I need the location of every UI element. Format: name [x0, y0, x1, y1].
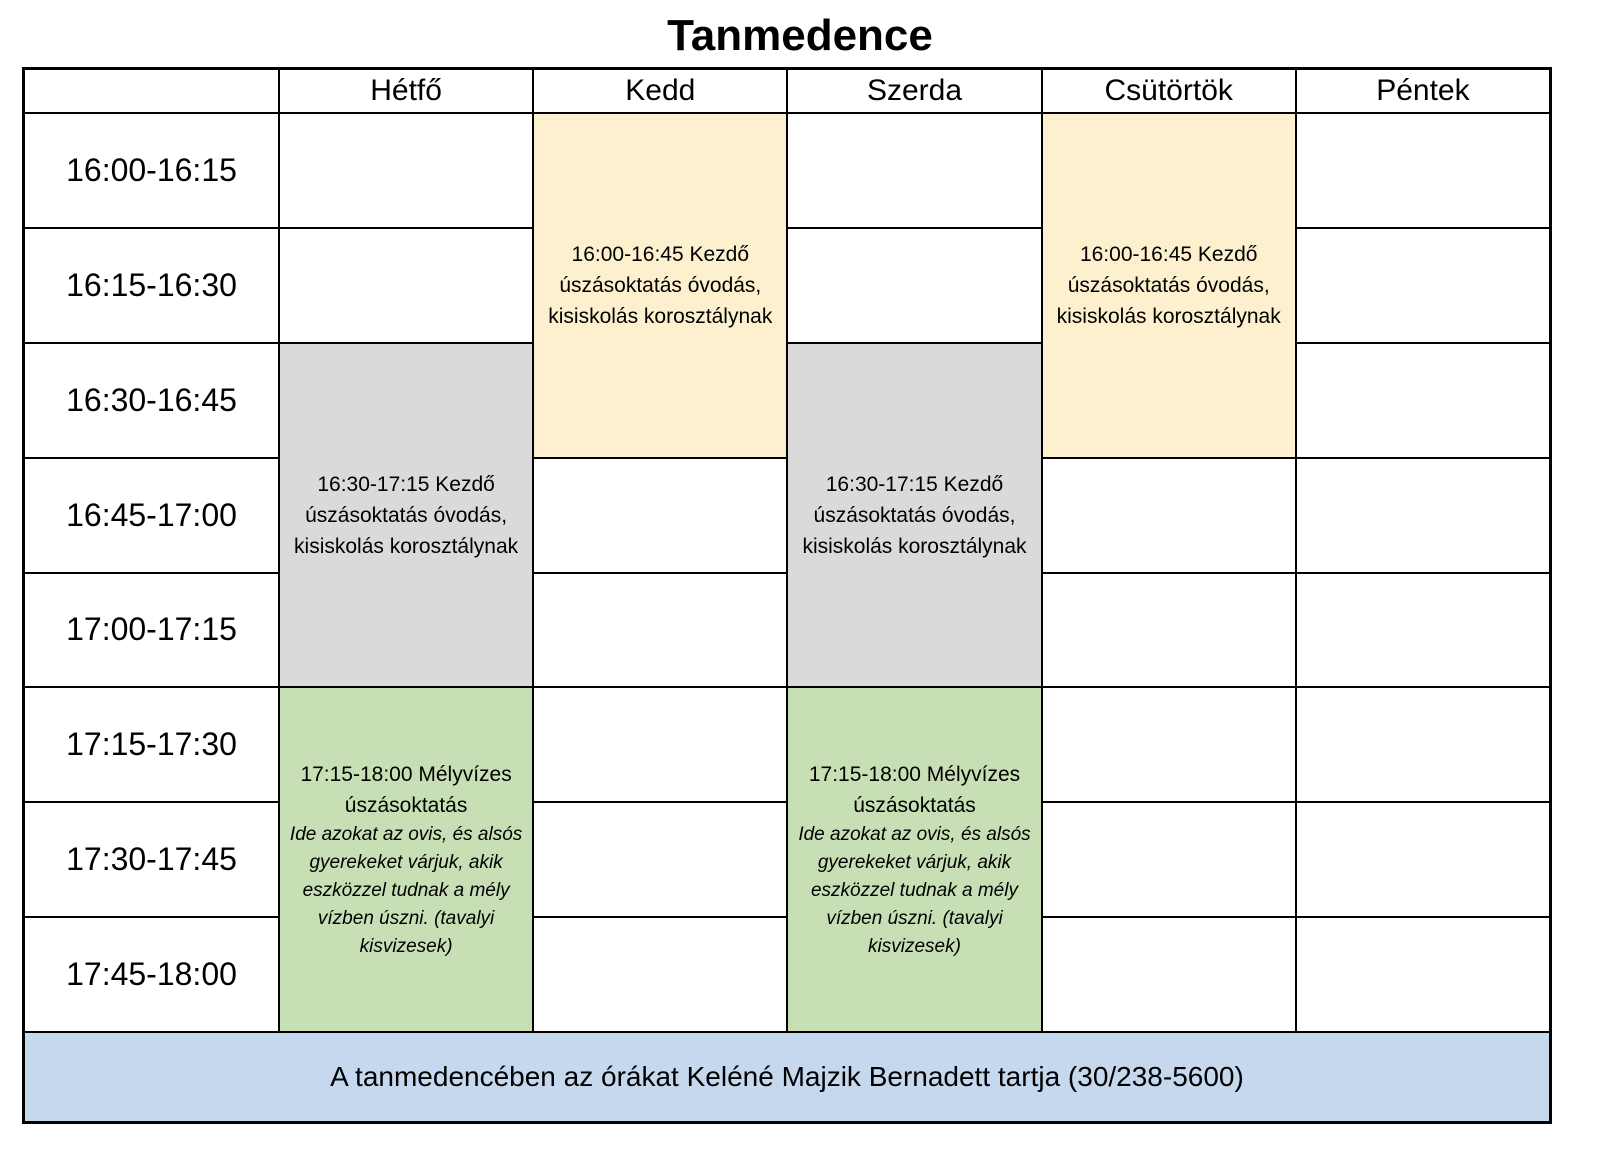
time-slot: 17:45-18:00	[25, 918, 278, 1031]
empty-cell	[534, 918, 786, 1031]
lesson-title: 17:15-18:00 Mélyvízes úszásoktatás	[300, 762, 512, 817]
empty-cell	[534, 459, 786, 572]
empty-cell	[1297, 574, 1549, 687]
empty-cell	[534, 688, 786, 801]
lesson-wednesday-beginner: 16:30-17:15 Kezdő úszásoktatás óvodás, kisiskolás korosztálynak	[788, 344, 1040, 687]
day-header-friday: Péntek	[1297, 70, 1549, 112]
lesson-note: Ide azokat az ovis, és alsós gyerekeket várjuk, akik eszközzel tudnak a mély vízben úszni. (tavalyi kisvizesek)	[289, 823, 523, 957]
time-slot: 17:15-17:30	[25, 688, 278, 801]
time-slot: 17:30-17:45	[25, 803, 278, 916]
lesson-title: 17:15-18:00 Mélyvízes úszásoktatás	[808, 762, 1021, 817]
lesson-thursday-beginner: 16:00-16:45 Kezdő úszásoktatás óvodás, kisiskolás korosztálynak	[1043, 114, 1295, 457]
day-header-wednesday: Szerda	[788, 70, 1040, 112]
empty-cell	[1297, 803, 1549, 916]
empty-cell	[1043, 803, 1295, 916]
time-slot: 16:30-16:45	[25, 344, 278, 457]
empty-cell	[1297, 688, 1549, 801]
header-corner	[25, 70, 278, 112]
empty-cell	[1297, 114, 1549, 227]
empty-cell	[534, 803, 786, 916]
lesson-wednesday-deep-water	[788, 688, 1040, 1031]
empty-cell	[1297, 344, 1549, 457]
empty-cell	[280, 229, 532, 342]
time-slot: 16:00-16:15	[25, 114, 278, 227]
time-slot: 16:45-17:00	[25, 459, 278, 572]
day-header-monday: Hétfő	[280, 70, 532, 112]
empty-cell	[1043, 918, 1295, 1031]
empty-cell	[1043, 574, 1295, 687]
day-header-thursday: Csütörtök	[1043, 70, 1295, 112]
empty-cell	[788, 229, 1040, 342]
empty-cell	[1297, 918, 1549, 1031]
empty-cell	[788, 114, 1040, 227]
empty-cell	[1297, 229, 1549, 342]
empty-cell	[534, 574, 786, 687]
page-title: Tanmedence	[667, 11, 933, 60]
lesson-note: Ide azokat az ovis, és alsós gyerekeket várjuk, akik eszközzel tudnak a mély vízben úszni. (tavalyi kisvizesek)	[798, 823, 1031, 957]
time-slot: 17:00-17:15	[25, 574, 278, 687]
instructor-footer: A tanmedencében az órákat Keléné Majzik Bernadett tartja (30/238-5600)	[25, 1033, 1549, 1121]
lesson-monday-deep-water	[280, 688, 532, 1031]
lesson-tuesday-beginner: 16:00-16:45 Kezdő úszásoktatás óvodás, kisiskolás korosztálynak	[534, 114, 786, 457]
schedule-table	[22, 67, 1552, 1124]
empty-cell	[1297, 459, 1549, 572]
empty-cell	[1043, 459, 1295, 572]
time-slot: 16:15-16:30	[25, 229, 278, 342]
lesson-monday-beginner: 16:30-17:15 Kezdő úszásoktatás óvodás, kisiskolás korosztálynak	[280, 344, 532, 687]
day-header-tuesday: Kedd	[534, 70, 786, 112]
empty-cell	[280, 114, 532, 227]
empty-cell	[1043, 688, 1295, 801]
